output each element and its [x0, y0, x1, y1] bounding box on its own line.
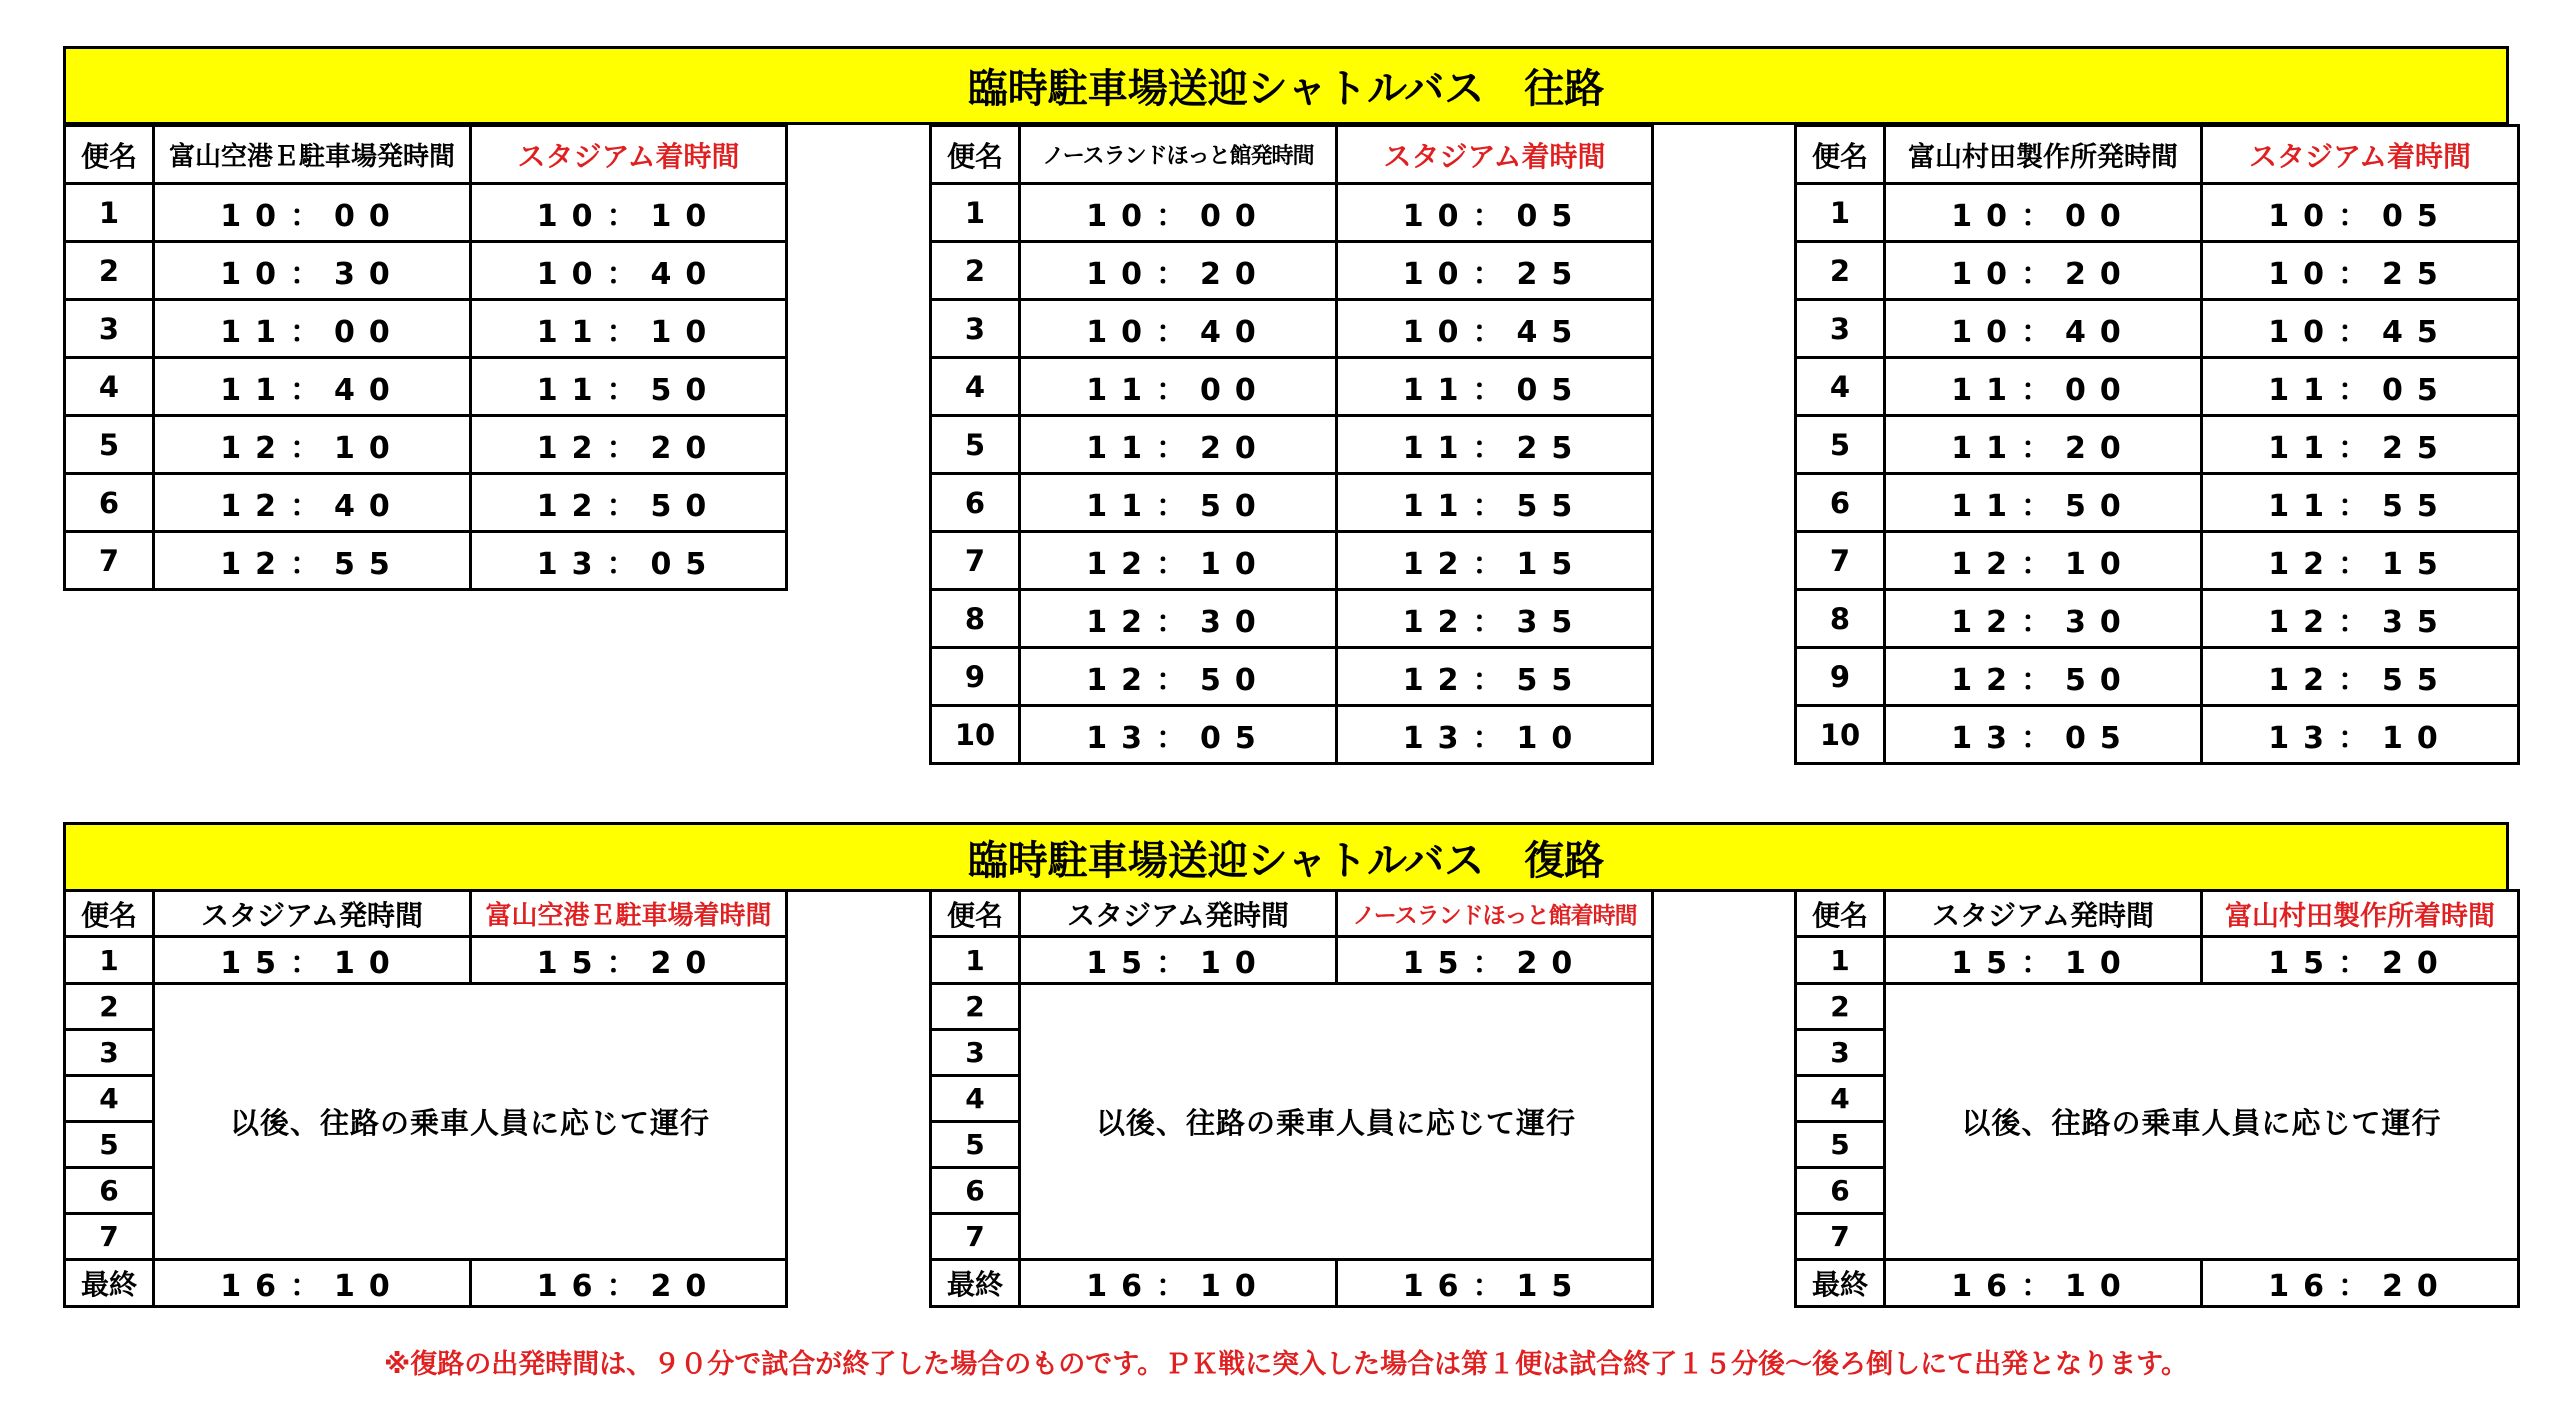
arrive-time: 11：10 [471, 300, 787, 358]
arrive-time: 15：20 [471, 937, 787, 984]
bus-no: 5 [1796, 1122, 1885, 1168]
depart-time: 10：40 [1885, 300, 2202, 358]
outbound-table-murata [1794, 124, 2520, 765]
table-row [1796, 242, 2519, 300]
table-row [65, 532, 787, 590]
arrive-time: 10：10 [471, 184, 787, 242]
bus-no: 1 [931, 184, 1020, 242]
depart-time: 13：05 [1885, 706, 2202, 764]
table-header-row [65, 126, 787, 184]
depart-time: 10：20 [1020, 242, 1337, 300]
arrive-time: 15：20 [2202, 937, 2519, 984]
arrive-time: 10：45 [1337, 300, 1653, 358]
arrive-time: 12：15 [1337, 532, 1653, 590]
outbound-title: 臨時駐車場送迎シャトルバス 往路 [967, 66, 1605, 112]
bus-no: 7 [1796, 1214, 1885, 1260]
bus-no: 5 [931, 1122, 1020, 1168]
table-header-row [65, 891, 787, 937]
bus-no: 1 [931, 937, 1020, 984]
bus-no: 6 [931, 474, 1020, 532]
bus-no: 8 [931, 590, 1020, 648]
table-row [1796, 416, 2519, 474]
depart-time: 11：20 [1020, 416, 1337, 474]
depart-time: 12：55 [154, 532, 471, 590]
depart-time: 16：10 [1020, 1260, 1337, 1307]
depart-time: 12：10 [154, 416, 471, 474]
col-header-depart: 富山空港Ｅ駐車場発時間 [154, 126, 471, 184]
arrive-time: 15：20 [1337, 937, 1653, 984]
table-row [1796, 358, 2519, 416]
bus-no: 2 [1796, 242, 1885, 300]
col-header-depart: 富山村田製作所発時間 [1885, 126, 2202, 184]
table-row [65, 474, 787, 532]
bus-no: 9 [1796, 648, 1885, 706]
bus-no: 最終 [65, 1260, 154, 1307]
bus-no: 1 [1796, 937, 1885, 984]
table-row [1796, 984, 2519, 1030]
arrive-time: 12：55 [2202, 648, 2519, 706]
bus-no: 5 [65, 1122, 154, 1168]
table-row [1796, 184, 2519, 242]
arrive-time: 12：20 [471, 416, 787, 474]
arrive-time: 10：05 [2202, 184, 2519, 242]
depart-time: 10：00 [154, 184, 471, 242]
table-row [931, 532, 1653, 590]
bus-no: 6 [931, 1168, 1020, 1214]
arrive-time: 12：50 [471, 474, 787, 532]
outbound-title-banner [63, 46, 2509, 125]
table-row [1796, 648, 2519, 706]
arrive-time: 12：35 [1337, 590, 1653, 648]
bus-no: 4 [1796, 358, 1885, 416]
bus-no: 2 [65, 242, 154, 300]
table-row [931, 706, 1653, 764]
col-header-arrive: ノースランドほっと館着時間 [1337, 891, 1653, 937]
depart-time: 13：05 [1020, 706, 1337, 764]
bus-no: 最終 [1796, 1260, 1885, 1307]
depart-time: 12：10 [1885, 532, 2202, 590]
table-row [931, 416, 1653, 474]
return-table-airport [63, 889, 788, 1308]
bus-no: 10 [1796, 706, 1885, 764]
depart-time: 15：10 [154, 937, 471, 984]
arrive-time: 11：55 [2202, 474, 2519, 532]
table-row [65, 416, 787, 474]
table-row [65, 358, 787, 416]
table-row [931, 358, 1653, 416]
bus-no: 8 [1796, 590, 1885, 648]
table-row [65, 184, 787, 242]
col-header-depart: スタジアム発時間 [1885, 891, 2202, 937]
bus-no: 3 [65, 300, 154, 358]
bus-no: 7 [1796, 532, 1885, 590]
bus-no: 3 [1796, 300, 1885, 358]
depart-time: 15：10 [1020, 937, 1337, 984]
arrive-time: 10：45 [2202, 300, 2519, 358]
pk-delay-note: ※復路の出発時間は、９０分で試合が終了した場合のものです。ＰＫ戦に突入した場合は第１便は試合終了１５分後～後ろ倒しにて出発となります。 [384, 1349, 2188, 1380]
col-header-arrive: 富山空港Ｅ駐車場着時間 [471, 891, 787, 937]
bus-no: 3 [65, 1030, 154, 1076]
bus-no: 10 [931, 706, 1020, 764]
depart-time: 16：10 [154, 1260, 471, 1307]
table-row [931, 984, 1653, 1030]
arrive-time: 11：50 [471, 358, 787, 416]
col-header-arrive: スタジアム着時間 [2202, 126, 2519, 184]
bus-no: 4 [65, 1076, 154, 1122]
arrive-time: 12：55 [1337, 648, 1653, 706]
return-title: 臨時駐車場送迎シャトルバス 復路 [967, 837, 1605, 884]
col-header-bus-no: 便名 [1796, 126, 1885, 184]
arrive-time: 11：05 [2202, 358, 2519, 416]
depart-time: 12：30 [1020, 590, 1337, 648]
bus-no: 3 [931, 300, 1020, 358]
col-header-bus-no: 便名 [65, 891, 154, 937]
arrive-time: 10：25 [2202, 242, 2519, 300]
return-title-banner [63, 822, 2509, 892]
bus-no: 7 [931, 1214, 1020, 1260]
depart-time: 11：50 [1885, 474, 2202, 532]
depart-time: 12：50 [1885, 648, 2202, 706]
depart-time: 11：50 [1020, 474, 1337, 532]
table-row [65, 1260, 787, 1307]
col-header-depart: スタジアム発時間 [1020, 891, 1337, 937]
bus-no: 6 [65, 1168, 154, 1214]
depart-time: 10：40 [1020, 300, 1337, 358]
depart-time: 10：00 [1885, 184, 2202, 242]
table-row [931, 937, 1653, 984]
table-row [1796, 1260, 2519, 1307]
depart-time: 11：40 [154, 358, 471, 416]
table-row [1796, 937, 2519, 984]
arrive-time: 12：15 [2202, 532, 2519, 590]
on-demand-note: 以後、往路の乗車人員に応じて運行 [1885, 984, 2519, 1260]
table-row [1796, 532, 2519, 590]
depart-time: 12：10 [1020, 532, 1337, 590]
table-row [931, 590, 1653, 648]
depart-time: 12：30 [1885, 590, 2202, 648]
depart-time: 11：00 [1020, 358, 1337, 416]
arrive-time: 16：20 [471, 1260, 787, 1307]
bus-no: 1 [1796, 184, 1885, 242]
col-header-depart: スタジアム発時間 [154, 891, 471, 937]
return-table-northland [929, 889, 1654, 1308]
on-demand-note: 以後、往路の乗車人員に応じて運行 [1020, 984, 1653, 1260]
bus-no: 最終 [931, 1260, 1020, 1307]
col-header-bus-no: 便名 [1796, 891, 1885, 937]
bus-no: 4 [931, 358, 1020, 416]
table-row [1796, 474, 2519, 532]
bus-no: 1 [65, 937, 154, 984]
bus-no: 5 [931, 416, 1020, 474]
bus-no: 1 [65, 184, 154, 242]
bus-no: 4 [1796, 1076, 1885, 1122]
depart-time: 11：00 [154, 300, 471, 358]
table-header-row [1796, 891, 2519, 937]
col-header-bus-no: 便名 [65, 126, 154, 184]
bus-no: 4 [65, 358, 154, 416]
bus-no: 6 [1796, 1168, 1885, 1214]
col-header-arrive: 富山村田製作所着時間 [2202, 891, 2519, 937]
depart-time: 11：00 [1885, 358, 2202, 416]
bus-no: 2 [931, 242, 1020, 300]
arrive-time: 13：10 [1337, 706, 1653, 764]
bus-no: 3 [931, 1030, 1020, 1076]
arrive-time: 13：05 [471, 532, 787, 590]
bus-no: 7 [65, 1214, 154, 1260]
depart-time: 16：10 [1885, 1260, 2202, 1307]
depart-time: 10：30 [154, 242, 471, 300]
table-row [931, 648, 1653, 706]
bus-no: 9 [931, 648, 1020, 706]
col-header-bus-no: 便名 [931, 891, 1020, 937]
table-header-row [931, 126, 1653, 184]
table-row [65, 242, 787, 300]
bus-no: 2 [65, 984, 154, 1030]
bus-no: 2 [931, 984, 1020, 1030]
arrive-time: 10：40 [471, 242, 787, 300]
col-header-arrive: スタジアム着時間 [471, 126, 787, 184]
depart-time: 12：50 [1020, 648, 1337, 706]
bus-no: 5 [1796, 416, 1885, 474]
depart-time: 10：20 [1885, 242, 2202, 300]
arrive-time: 13：10 [2202, 706, 2519, 764]
bus-no: 4 [931, 1076, 1020, 1122]
table-row [931, 1260, 1653, 1307]
table-row [65, 984, 787, 1030]
table-header-row [931, 891, 1653, 937]
table-row [65, 937, 787, 984]
bus-no: 2 [1796, 984, 1885, 1030]
depart-time: 10：00 [1020, 184, 1337, 242]
arrive-time: 10：25 [1337, 242, 1653, 300]
table-row [931, 474, 1653, 532]
bus-no: 7 [931, 532, 1020, 590]
arrive-time: 10：05 [1337, 184, 1653, 242]
depart-time: 11：20 [1885, 416, 2202, 474]
arrive-time: 11：25 [1337, 416, 1653, 474]
table-row [1796, 590, 2519, 648]
table-header-row [1796, 126, 2519, 184]
arrive-time: 11：05 [1337, 358, 1653, 416]
bus-no: 5 [65, 416, 154, 474]
table-row [1796, 706, 2519, 764]
outbound-table-northland [929, 124, 1654, 765]
depart-time: 12：40 [154, 474, 471, 532]
depart-time: 15：10 [1885, 937, 2202, 984]
col-header-bus-no: 便名 [931, 126, 1020, 184]
arrive-time: 11：25 [2202, 416, 2519, 474]
table-row [1796, 300, 2519, 358]
arrive-time: 11：55 [1337, 474, 1653, 532]
table-row [931, 300, 1653, 358]
arrive-time: 16：20 [2202, 1260, 2519, 1307]
table-row [931, 184, 1653, 242]
bus-no: 6 [65, 474, 154, 532]
bus-no: 6 [1796, 474, 1885, 532]
return-table-murata [1794, 889, 2520, 1308]
outbound-table-airport [63, 124, 788, 591]
table-row [65, 300, 787, 358]
col-header-arrive: スタジアム着時間 [1337, 126, 1653, 184]
bus-no: 7 [65, 532, 154, 590]
arrive-time: 12：35 [2202, 590, 2519, 648]
col-header-depart: ノースランドほっと館発時間 [1020, 126, 1337, 184]
arrive-time: 16：15 [1337, 1260, 1653, 1307]
table-row [931, 242, 1653, 300]
on-demand-note: 以後、往路の乗車人員に応じて運行 [154, 984, 787, 1260]
bus-no: 3 [1796, 1030, 1885, 1076]
